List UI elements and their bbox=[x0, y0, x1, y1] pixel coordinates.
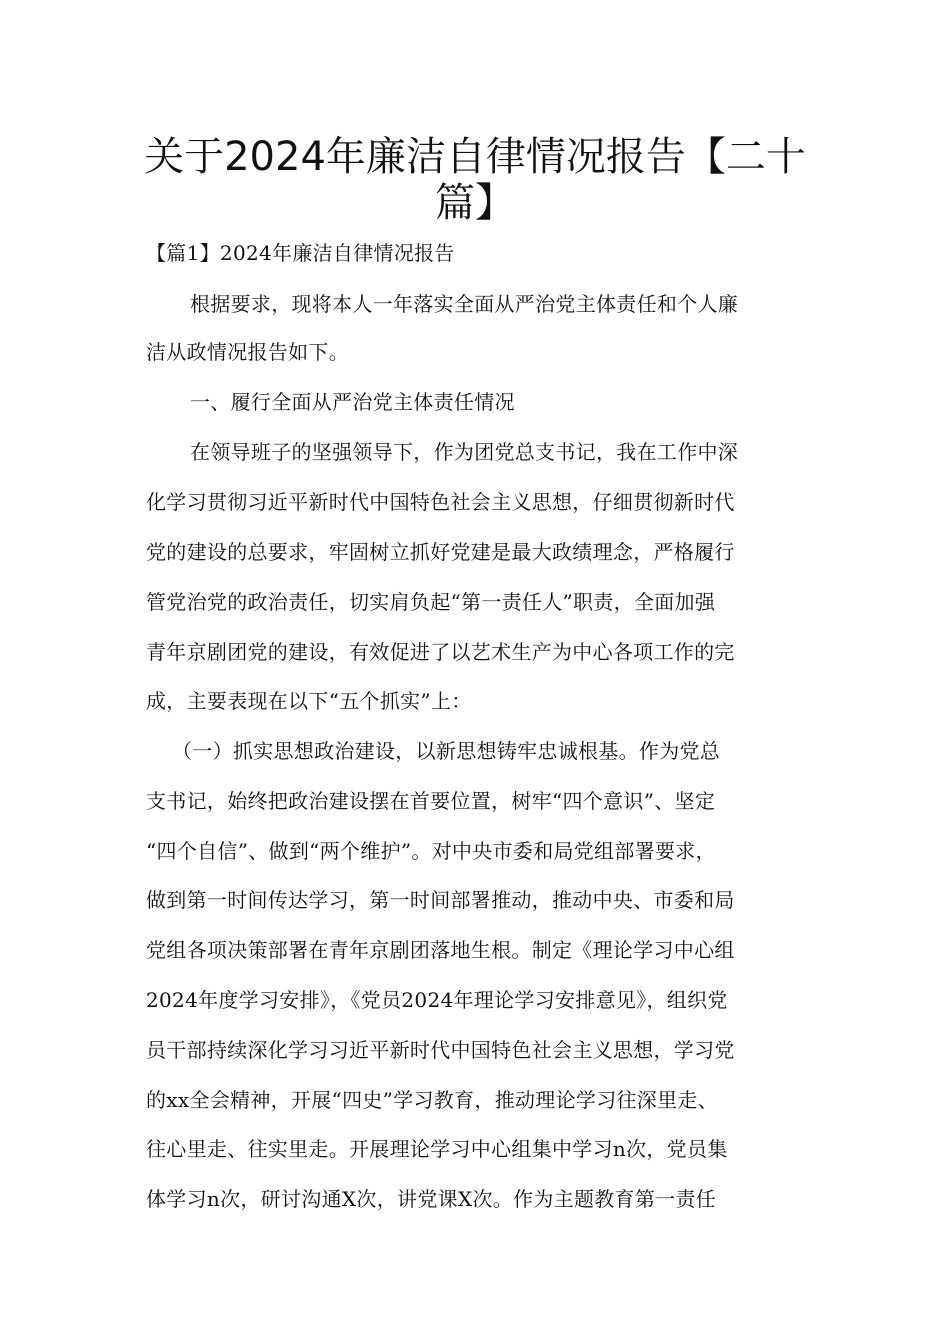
paragraph-line: 党组各项决策部署在青年京剧团落地生根。制定《理论学习中心组 bbox=[146, 938, 735, 962]
section-heading: 一、履行全面从严治党主体责任情况 bbox=[190, 390, 515, 414]
paragraph-line: 做到第一时间传达学习，第一时间部署推动，推动中央、市委和局 bbox=[146, 888, 735, 912]
paragraph-line: 洁从政情况报告如下。 bbox=[146, 340, 349, 364]
paragraph-line: 往心里走、往实里走。开展理论学习中心组集中学习n次，党员集 bbox=[146, 1137, 728, 1161]
paragraph-line: 青年京剧团党的建设，有效促进了以艺术生产为中心各项工作的完 bbox=[146, 640, 735, 664]
paragraph-line: “四个自信”、做到“两个维护”。对中央市委和局党组部署要求， bbox=[146, 839, 716, 863]
paragraph-line: 成，主要表现在以下“五个抓实”上： bbox=[146, 689, 472, 713]
paragraph-line: 在领导班子的坚强领导下，作为团党总支书记，我在工作中深 bbox=[190, 440, 739, 464]
document-title-line-1: 关于2024年廉洁自律情况报告【二十 bbox=[144, 134, 806, 180]
paragraph-line: 的xx全会精神，开展“四史”学习教育，推动理论学习往深里走、 bbox=[146, 1088, 719, 1112]
paragraph-line: 根据要求，现将本人一年落实全面从严治党主体责任和个人廉 bbox=[190, 292, 739, 316]
paragraph-line: 体学习n次，研讨沟通X次，讲党课X次。作为主题教育第一责任 bbox=[146, 1187, 717, 1211]
section-header: 【篇1】2024年廉洁自律情况报告 bbox=[146, 241, 455, 265]
paragraph-line: （一）抓实思想政治建设，以新思想铸牢忠诚根基。作为党总 bbox=[172, 739, 721, 763]
paragraph-line: 2024年度学习安排》，《党员2024年理论学习安排意见》，组织党 bbox=[146, 988, 728, 1012]
paragraph-line: 党的建设的总要求，牢固树立抓好党建是最大政绩理念，严格履行 bbox=[146, 540, 735, 564]
document-title-line-2: 篇】 bbox=[435, 180, 515, 226]
paragraph-line: 化学习贯彻习近平新时代中国特色社会主义思想，仔细贯彻新时代 bbox=[146, 490, 735, 514]
paragraph-line: 支书记，始终把政治建设摆在首要位置，树牢“四个意识”、坚定 bbox=[146, 789, 716, 813]
paragraph-line: 管党治党的政治责任，切实肩负起“第一责任人”职责，全面加强 bbox=[146, 590, 716, 614]
paragraph-line: 员干部持续深化学习习近平新时代中国特色社会主义思想，学习党 bbox=[146, 1038, 735, 1062]
